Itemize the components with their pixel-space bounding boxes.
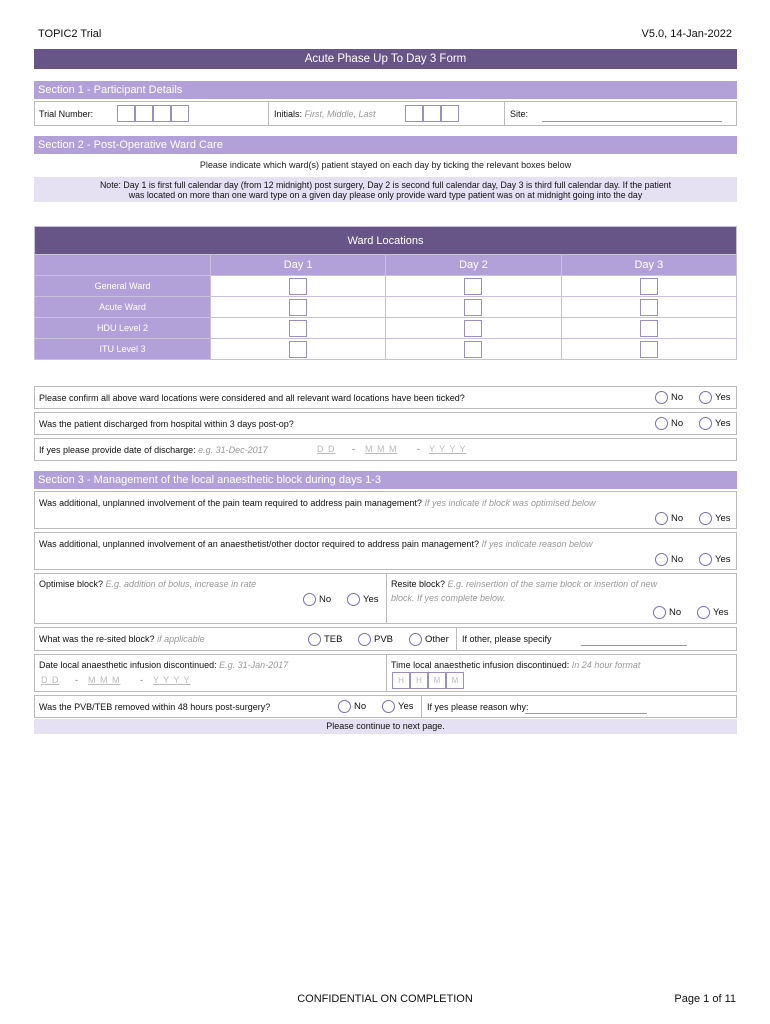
other-specify-cell bbox=[457, 628, 736, 650]
pain-team-question: Was additional, unplanned involvement of the pain team required to address pain management? bbox=[39, 498, 422, 508]
day2-header: Day 2 bbox=[386, 255, 561, 276]
removed-yes-option[interactable]: Yes bbox=[382, 700, 414, 713]
participant-details-row bbox=[34, 101, 737, 126]
radio-icon[interactable] bbox=[382, 700, 395, 713]
anaesthetist-hint: If yes indicate reason below bbox=[481, 539, 593, 549]
time-disc-hint: In 24 hour format bbox=[571, 660, 641, 670]
date-disc-hint: E.g. 31-Jan-2017 bbox=[219, 660, 289, 670]
trial-number-cell bbox=[35, 102, 269, 125]
day3-header: Day 3 bbox=[561, 255, 736, 276]
section1-header: Section 1 - Participant Details bbox=[34, 81, 737, 99]
section2-header: Section 2 - Post-Operative Ward Care bbox=[34, 136, 737, 154]
page-number: Page 1 of 11 bbox=[674, 993, 736, 1005]
initials-cell bbox=[269, 102, 505, 125]
resite-hint-2: block. If yes complete below. bbox=[391, 593, 506, 603]
radio-icon[interactable] bbox=[358, 633, 371, 646]
resited-block-cell bbox=[35, 628, 457, 650]
acute-ward-day3-box[interactable] bbox=[640, 299, 658, 316]
time-disc-label: Time local anaesthetic infusion discontinued: bbox=[391, 660, 570, 670]
teb-option[interactable]: TEB bbox=[308, 633, 342, 646]
reason-cell bbox=[422, 696, 736, 717]
continue-note: Please continue to next page. bbox=[34, 719, 737, 734]
ward-label: General Ward bbox=[35, 276, 211, 297]
hdu-day2-box[interactable] bbox=[464, 320, 482, 337]
optimise-label: Optimise block? bbox=[39, 579, 104, 589]
confirm-no-option[interactable]: No bbox=[655, 391, 683, 404]
section3-header: Section 3 - Management of the local anaesthetic block during days 1-3 bbox=[34, 471, 737, 489]
initials-box[interactable] bbox=[405, 105, 423, 122]
radio-icon[interactable] bbox=[699, 391, 712, 404]
radio-icon[interactable] bbox=[655, 512, 668, 525]
radio-icon[interactable] bbox=[347, 593, 360, 606]
trial-number-box[interactable] bbox=[171, 105, 189, 122]
removed-no-option[interactable]: No bbox=[338, 700, 366, 713]
resite-hint-1: E.g. reinsertion of the same block or insertion of new bbox=[447, 579, 658, 589]
acute-ward-day1-box[interactable] bbox=[289, 299, 307, 316]
day1-header: Day 1 bbox=[211, 255, 386, 276]
radio-icon[interactable] bbox=[697, 606, 710, 619]
itu-day1-box[interactable] bbox=[289, 341, 307, 358]
radio-icon[interactable] bbox=[303, 593, 316, 606]
radio-icon[interactable] bbox=[699, 417, 712, 430]
removed-question: Was the PVB/TEB removed within 48 hours post-surgery? bbox=[39, 702, 271, 712]
hdu-day3-box[interactable] bbox=[640, 320, 658, 337]
other-specify-input[interactable] bbox=[581, 645, 687, 646]
other-specify-label: If other, please specify bbox=[462, 634, 552, 644]
optimise-yes-option[interactable]: Yes bbox=[347, 593, 379, 606]
optimise-no-option[interactable]: No bbox=[303, 593, 331, 606]
radio-icon[interactable] bbox=[655, 417, 668, 430]
discharged-no-option[interactable]: No bbox=[655, 417, 683, 430]
initials-box[interactable] bbox=[441, 105, 459, 122]
discharged-row bbox=[34, 412, 737, 435]
time-discontinued-cell bbox=[387, 655, 736, 691]
pain-team-yes-option[interactable]: Yes bbox=[699, 512, 731, 525]
resite-cell bbox=[387, 574, 736, 623]
pvb-option[interactable]: PVB bbox=[358, 633, 393, 646]
ward-label: HDU Level 2 bbox=[35, 318, 211, 339]
initials-boxes[interactable] bbox=[405, 105, 459, 122]
ward-label: Acute Ward bbox=[35, 297, 211, 318]
initials-box[interactable] bbox=[423, 105, 441, 122]
trial-number-box[interactable] bbox=[153, 105, 171, 122]
version-date: V5.0, 14-Jan-2022 bbox=[641, 28, 732, 40]
general-ward-day3-box[interactable] bbox=[640, 278, 658, 295]
ward-instruction: Please indicate which ward(s) patient stayed on each day by ticking the relevant boxes below bbox=[199, 160, 572, 170]
ward-table-corner bbox=[35, 255, 211, 276]
reason-input[interactable] bbox=[525, 713, 647, 714]
acute-ward-day2-box[interactable] bbox=[464, 299, 482, 316]
anaesthetist-row bbox=[34, 532, 737, 570]
trial-name: TOPIC2 Trial bbox=[38, 28, 102, 40]
discharged-question: Was the patient discharged from hospital within 3 days post-op? bbox=[39, 419, 294, 429]
table-row bbox=[35, 276, 737, 297]
form-title: Acute Phase Up To Day 3 Form bbox=[34, 49, 737, 69]
resite-yes-option[interactable]: Yes bbox=[697, 606, 729, 619]
itu-day2-box[interactable] bbox=[464, 341, 482, 358]
radio-icon[interactable] bbox=[409, 633, 422, 646]
trial-number-label: Trial Number: bbox=[39, 109, 94, 119]
radio-icon[interactable] bbox=[655, 553, 668, 566]
hdu-day1-box[interactable] bbox=[289, 320, 307, 337]
resited-block-row bbox=[34, 627, 737, 651]
site-label: Site: bbox=[510, 109, 529, 119]
confirm-question: Please confirm all above ward locations were considered and all relevant ward locations have been ticked? bbox=[39, 393, 465, 403]
radio-icon[interactable] bbox=[699, 512, 712, 525]
general-ward-day2-box[interactable] bbox=[464, 278, 482, 295]
table-row bbox=[35, 339, 737, 360]
itu-day3-box[interactable] bbox=[640, 341, 658, 358]
discharge-date-row: If yes please provide date of discharge: e.g. 31-Dec-2017 D D - M M M - Y Y Y Y bbox=[34, 438, 737, 461]
ward-label: ITU Level 3 bbox=[35, 339, 211, 360]
confidential-footer: CONFIDENTIAL ON COMPLETION bbox=[297, 993, 473, 1005]
date-discontinued-cell: Date local anaesthetic infusion discontinued: E.g. 31-Jan-2017 D D - M M M - Y Y Y Y bbox=[35, 655, 387, 691]
removed-question-cell bbox=[35, 696, 422, 717]
date-disc-label: Date local anaesthetic infusion discontinued: bbox=[39, 660, 217, 670]
initials-label: Initials: bbox=[274, 109, 303, 119]
confirm-yes-option[interactable]: Yes bbox=[699, 391, 731, 404]
anaesthetist-question: Was additional, unplanned involvement of an anaesthetist/other doctor required to address pain management? bbox=[39, 539, 479, 549]
optimise-hint: E.g. addition of bolus, increase in rate bbox=[105, 579, 257, 589]
time-disc-input[interactable]: H H M M bbox=[392, 672, 464, 689]
ward-note-line1: Note: Day 1 is first full calendar day (from 12 midnight) post surgery, Day 2 is second full calendar day, Day 3 is third full calendar day. If the patient bbox=[99, 180, 672, 190]
site-input[interactable] bbox=[542, 121, 722, 122]
general-ward-day1-box[interactable] bbox=[289, 278, 307, 295]
confirm-row bbox=[34, 386, 737, 409]
ward-table-title: Ward Locations bbox=[35, 227, 737, 255]
anaesthetist-no-option[interactable]: No bbox=[655, 553, 683, 566]
radio-icon[interactable] bbox=[308, 633, 321, 646]
pain-team-row bbox=[34, 491, 737, 529]
radio-icon[interactable] bbox=[699, 553, 712, 566]
trial-number-box[interactable] bbox=[135, 105, 153, 122]
optimise-cell bbox=[35, 574, 387, 623]
optimise-resite-row bbox=[34, 573, 737, 624]
discharge-date-label: If yes please provide date of discharge: bbox=[39, 445, 196, 455]
removed-row bbox=[34, 695, 737, 718]
anaesthetist-yes-option[interactable]: Yes bbox=[699, 553, 731, 566]
ward-note bbox=[34, 177, 737, 202]
discontinued-row bbox=[34, 654, 737, 692]
table-row bbox=[35, 297, 737, 318]
pain-team-hint: If yes indicate if block was optimised below bbox=[424, 498, 596, 508]
ward-note-line2: was located on more than one ward type on a given day please only provide ward type patient was on at midnight going into the day bbox=[128, 190, 643, 200]
ward-locations-table bbox=[34, 226, 737, 360]
pain-team-no-option[interactable]: No bbox=[655, 512, 683, 525]
trial-number-boxes[interactable] bbox=[117, 105, 189, 122]
resite-no-option[interactable]: No bbox=[653, 606, 681, 619]
table-row bbox=[35, 318, 737, 339]
discharge-date-hint: e.g. 31-Dec-2017 bbox=[198, 445, 268, 455]
resited-hint: if applicable bbox=[157, 634, 205, 644]
radio-icon[interactable] bbox=[653, 606, 666, 619]
radio-icon[interactable] bbox=[655, 391, 668, 404]
resite-label: Resite block? bbox=[391, 579, 446, 589]
other-option[interactable]: Other bbox=[409, 633, 449, 646]
trial-number-box[interactable] bbox=[117, 105, 135, 122]
reason-label: If yes please reason why: bbox=[427, 702, 529, 712]
site-cell bbox=[505, 102, 736, 125]
initials-hint: First, Middle, Last bbox=[304, 109, 376, 119]
radio-icon[interactable] bbox=[338, 700, 351, 713]
resited-label: What was the re-sited block? bbox=[39, 634, 155, 644]
discharged-yes-option[interactable]: Yes bbox=[699, 417, 731, 430]
